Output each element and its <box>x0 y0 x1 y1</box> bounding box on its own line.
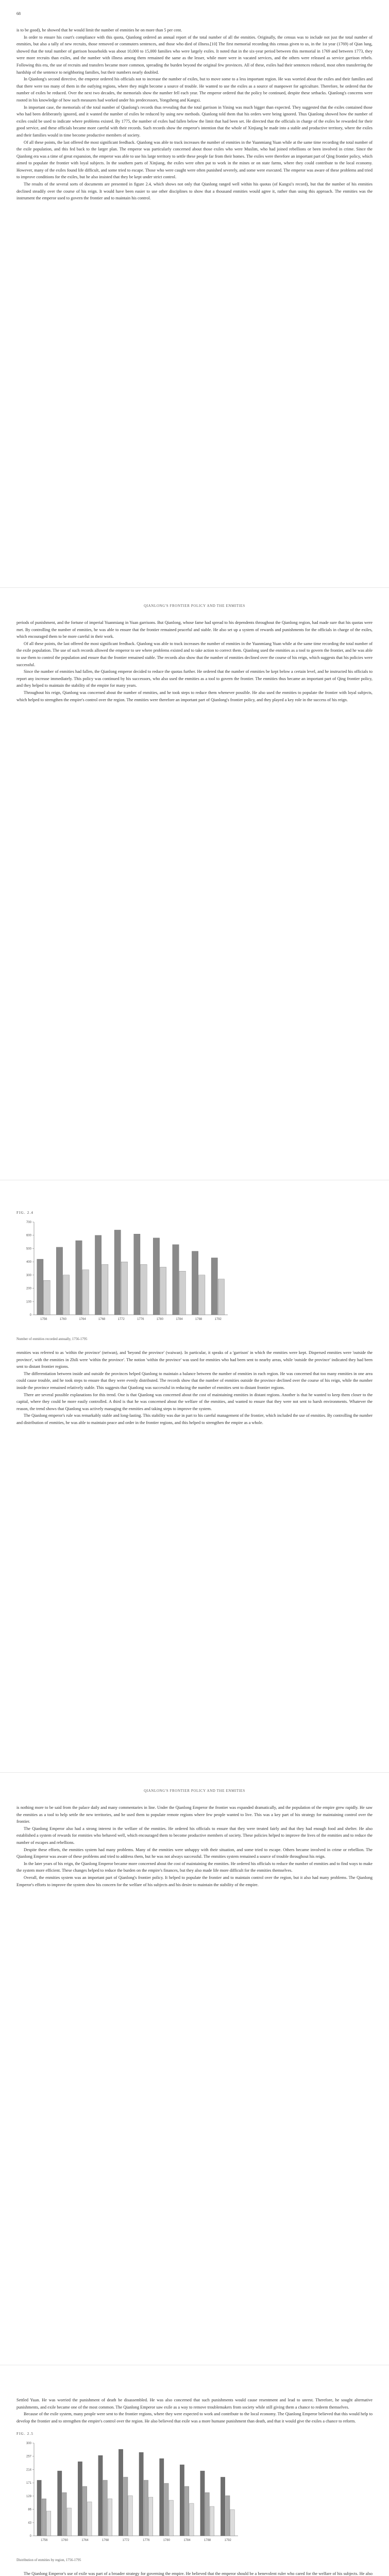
y-tick-label: 129 <box>26 2495 31 2499</box>
x-tick-label: 1784 <box>183 2539 191 2543</box>
x-tick-label: 1776 <box>137 1318 144 1321</box>
paragraph: periods of punishment, and the fortune of imperial Yuanmiang in Yuan garrisons. But Qianlong, whose fame had spread to his dependents throughout the Qianlong region, had made sure that his quotas were met. By controlling the number of enmities, he was able to ensure that the frontier remained peaceful and stable. He also set up a system of rewards and punishments for the officials in charge of the exiles, which encouraged them to be more careful in their work. <box>16 620 373 639</box>
paragraph: In order to ensure his court's compliance with this quota, Qianlong ordered an annual report of the total number of all the enmities. Originally, the census was to include not just the total number of enmities, but also a tally of new recruits, those removed or commuters sentences, and those who died of illness.[10] The first memorial recording this census given to us, in the 1st year (1769) of Qian lung, showed that the total number of garrison households was about 10,000 to 15,000 families who were largely exiles. It noted that in the six-year period between this memorial in 1769 and between 1773, they were more recruits than exiles, and the number with illness among them remained the same as the lesser, while more were in vacated services, and the others were released as service garrison rebels. Following this era, the use of recruits and transfers became more common, spreading the burden beyond the original few provinces. All of these, exiles had their sentences reduced, most often transferring the hardship of the sentence to neighboring families, but their numbers nearly doubled. <box>16 35 373 75</box>
bar <box>76 1241 82 1315</box>
y-tick-label: 86 <box>28 2508 31 2512</box>
body-text <box>16 27 373 202</box>
paragraph: Of all these points, the last offered the most significant feedback. Qianlong was able to track increases the number of enmities in the Yuanmiang Yuan while at the same time recording the total number of the exile population. The use of such records allowed the emperor to see where problems existed and to take action to correct them. Qianlong used the enmities as a tool to govern the frontier, and he was able to use them to control the population and ensure that the frontier remained stable. The records also show that the number of enmities declined over the course of his reign, which suggests that his policies were successful. <box>16 641 373 667</box>
paragraph: The results of the several sorts of documents are presented in figure 2.4, which shows not only that Qianlong ranged well within his quotas (of Kangxi's record), but that the number of his enmities declined steadily over the course of his reign. It would have been easier to use other disciplines to show that a thousand enmities would agree it, rather than using this approach. The enmities was the instrument the emperor used to govern the frontier and to maintain his control. <box>16 182 373 201</box>
paragraph: Settled Yuan. He was worried the punishment of death be disassembled. He was also concerned that such punishments would cause resentment and lead to unrest. Therefore, he sought alternative punishments, and exile became one of the most common. The Qianlong Emperor saw exile as a way to remove troublemakers from society while still giving them a chance to redeem themselves. <box>16 2398 373 2410</box>
bar <box>160 1267 166 1315</box>
bar <box>144 2480 148 2536</box>
x-tick-label: 1768 <box>102 2539 109 2543</box>
running-title: QIANLONG'S FRONTIER POLICY AND THE ENMITIES <box>144 604 245 608</box>
body-text-continued <box>16 2570 373 2576</box>
bar <box>199 1275 205 1315</box>
bar <box>44 1280 50 1315</box>
bar <box>200 2471 205 2536</box>
bar <box>190 2503 194 2536</box>
bar <box>56 1247 62 1315</box>
x-tick-label: 1788 <box>204 2539 211 2543</box>
x-tick-label: 1764 <box>81 2539 89 2543</box>
bar <box>124 2477 128 2536</box>
figure-label: FIG. 2.4 <box>16 1211 34 1215</box>
paragraph: is to be good), he showed that he would limit the number of enmities he on more than 5 per cent. <box>16 28 182 32</box>
bar <box>153 1238 159 1315</box>
page-4 <box>0 1777 389 2360</box>
y-tick-label: 214 <box>26 2468 31 2472</box>
page-3 <box>0 1185 389 1767</box>
bar <box>37 1259 43 1315</box>
x-tick-label: 1792 <box>224 2539 231 2543</box>
bar <box>180 2465 184 2536</box>
running-title: QIANLONG'S FRONTIER POLICY AND THE ENMITIES <box>144 1789 245 1793</box>
bar <box>78 2462 82 2536</box>
bar-chart-regions <box>16 2438 243 2556</box>
x-tick-label: 1760 <box>61 2539 69 2543</box>
y-tick-label: 171 <box>26 2482 31 2485</box>
bar <box>114 1230 121 1315</box>
bar <box>98 2455 103 2536</box>
x-tick-label: 1760 <box>59 1318 67 1321</box>
bar <box>102 1264 108 1315</box>
y-tick-label: 300 <box>26 2442 31 2446</box>
bar <box>88 2502 92 2536</box>
page-1 <box>0 0 389 582</box>
bar <box>62 2493 66 2536</box>
bar <box>221 2477 225 2536</box>
figure-caption: Distribution of enmities by region, 1756-1795 <box>16 2558 81 2563</box>
bar <box>42 2499 46 2536</box>
bar <box>121 1262 127 1315</box>
running-head <box>16 1789 373 1796</box>
bar <box>141 1264 147 1315</box>
paragraph: Of all these points, the last offered the most significant feedback. Qianlong was able to track increases the number of enmities in the Yuanmiang Yuan while at the same time recording the total number of the exile population, and this fed back to the larger plan. The emperor was particularly concerned about those exiles who were Muslim, who had joined rebellions or been involved in crime. Since the Qianlong era was a time of great expansion, the emperor was able to use his large territory to settle these people far from their homes. The exiles were therefore an important part of Qing frontier policy, which aimed to populate the frontier with loyal subjects. In the southern parts of Xinjiang, the exiles were often put to work in the mines or on state farms, where they could contribute to the local economy. However, many of the exiles found life difficult, and some tried to escape. Those who were caught were often punished severely, and some were executed. The emperor was aware of these problems and tried to improve conditions for the exiles, but he also insisted that they be kept under strict control. <box>16 140 373 180</box>
page-separator <box>0 587 389 588</box>
bar <box>139 2452 143 2536</box>
paragraph: The Qianlong Emperor also had a strong interest in the welfare of the enmities. He ordered his officials to ensure that they were treated fairly and that they had enough food and shelter. He also established a system of rewards for enmities who behaved well, which encouraged them to become productive members of society. These policies helped to improve the lives of the enmities and to reduce the number of escapes and rebellions. <box>16 1826 373 1845</box>
x-tick-label: 1772 <box>122 2539 129 2543</box>
x-tick-label: 1792 <box>214 1318 222 1321</box>
bar <box>95 1235 101 1315</box>
bar-chart <box>16 1217 233 1335</box>
bar <box>128 2496 132 2536</box>
page-number: 68 <box>16 11 21 16</box>
body-text <box>16 619 373 703</box>
x-tick-label: 1756 <box>40 1318 47 1321</box>
bar <box>230 2510 234 2536</box>
x-tick-label: 1764 <box>79 1318 86 1321</box>
figure-2-4 <box>16 1211 373 1341</box>
paragraph: There are several possible explanations for this trend. One is that Qianlong was concerned about the cost of maintaining enmities in distant regions. Another is that he wanted to keep them closer to the capital, where they could be more easily controlled. A third is that he was concerned about the welfare of the enmities, and wanted to ensure that they were not sent to harsh environments. Whatever the reason, the trend shows that Qianlong was actively managing the enmities and taking steps to improve the system. <box>16 1392 373 1411</box>
bar <box>58 2471 62 2536</box>
running-head <box>16 2381 373 2388</box>
y-tick-label: 0 <box>29 2535 31 2538</box>
bar <box>46 2511 50 2536</box>
bar <box>164 2483 168 2536</box>
y-tick-label: 500 <box>26 1247 31 1251</box>
x-tick-label: 1780 <box>163 2539 171 2543</box>
y-tick-label: 600 <box>26 1234 31 1238</box>
body-text <box>16 2397 373 2425</box>
body-text <box>16 1804 373 1888</box>
bar <box>82 1270 89 1315</box>
bar <box>218 1279 224 1315</box>
x-tick-label: 1784 <box>176 1318 183 1321</box>
paragraph: Despite these efforts, the enmities system had many problems. Many of the enmities were unhappy with their situation, and some tried to escape. Others became involved in crime or rebellion. The Qianlong Emperor was aware of these problems and tried to address them, but he was not always successful. The enmities system remained a source of trouble throughout his reign. <box>16 1847 373 1859</box>
bar <box>119 2449 123 2536</box>
paragraph: The Qianlong Emperor's use of exile was part of a broader strategy for governing the empire. He believed that the emperor should be a benevolent ruler who cared for the welfare of his subjects. He also <box>24 2571 373 2576</box>
paragraph: is nothing more to be said from the palace daily and many commentaries in line. Under the Qianlong Emperor the frontier was expanded dramatically, and the population of the empire grew rapidly. He saw the enmities as a tool to help settle the new territories, and he used them to populate remote regions where few people wanted to live. This was a key part of his strategy for maintaining control over the frontier. <box>16 1805 373 1824</box>
bar <box>173 1245 179 1315</box>
running-head <box>16 1196 373 1204</box>
bar <box>210 2506 214 2536</box>
paragraph: enmities was referred to as 'within the province' (neiwan), and 'beyond the province' (waiwan). In particular, it speaks of a 'garrison' in which the enmities were kept. Dispersed enmities were 'outside the province', with the enmities in Zhili were 'within the province'. The notion 'within the province' was used for enmities who had been sent to nearby areas, while 'outside the province' indicated they had been sent to distant frontier regions. <box>16 1350 373 1369</box>
bar <box>226 2496 230 2536</box>
y-tick-label: 700 <box>26 1221 31 1224</box>
figure-label: FIG. 2.5 <box>16 2432 34 2436</box>
paragraph: Overall, the enmities system was an important part of Qianlong's frontier policy. It helped to populate the frontier and to maintain control over the region, but it also had many problems. The Qianlong Emperor's efforts to improve the system show his concern for the welfare of his subjects and his desire to maintain the stability of the empire. <box>16 1875 373 1887</box>
paragraph: In the later years of his reign, the Qianlong Emperor became more concerned about the cost of maintaining the enmities. He ordered his officials to reduce the number of enmities and to find ways to make the system more efficient. These changes helped to reduce the burden on the empire's finances, but they also made life more difficult for the enmities themselves. <box>16 1861 373 1873</box>
y-tick-label: 0 <box>29 1314 31 1317</box>
x-tick-label: 1788 <box>195 1318 202 1321</box>
body-text <box>16 1349 373 1427</box>
bar <box>103 2480 107 2536</box>
y-tick-label: 100 <box>26 1300 31 1304</box>
bar <box>82 2486 87 2536</box>
bar <box>108 2499 112 2536</box>
bar <box>148 2497 153 2536</box>
bar <box>192 1251 198 1315</box>
paragraph: The Qianlong emperor's rule was remarkably stable and long-lasting. This stability was due in part to his careful management of the frontier, which included the use of enmities. By controlling the number and distribution of enmities, he was able to maintain peace and order in the frontier regions, and this helped to strengthen the empire as a whole. <box>16 1413 373 1425</box>
page-5 <box>0 2370 389 2576</box>
bar <box>67 2508 71 2536</box>
bar <box>179 1271 185 1315</box>
x-tick-label: 1772 <box>117 1318 125 1321</box>
bar <box>63 1275 69 1315</box>
y-tick-label: 300 <box>26 1274 31 1277</box>
bar <box>134 1234 140 1315</box>
figure-2-5 <box>16 2432 373 2562</box>
x-tick-label: 1776 <box>143 2539 150 2543</box>
bar <box>169 2500 173 2536</box>
paragraph: Because of the exile system, many people were sent to the frontier regions, where they were expected to work and contribute to the local economy. The Qianlong Emperor believed that this would help to develop the frontier and to strengthen the empire's control over the region. He also believed that exile was a more humane punishment than death, and that it would give the exiles a chance to reform. <box>16 2412 373 2424</box>
bar <box>211 1258 217 1315</box>
bar <box>37 2480 41 2536</box>
page-2 <box>0 592 389 1175</box>
y-tick-label: 200 <box>26 1287 31 1291</box>
bar <box>184 2486 189 2536</box>
figure-caption: Number of enmities recorded annually, 1756-1795 <box>16 1337 88 1341</box>
paragraph: In important case, the memorials of the total number of Qianlong's records thus revealing that the total garrison in Yining was much bigger than expected. They suggested that the exiles contained those who had been deliberately ignored, and it wanted the number of exiles be reduced by using new methods. Qianlong told them that his orders were being ignored. Thus Qianlong showed how the number of exiles could be used to indicate where problems existed. By 1775, the number of exiles had fallen below the limit that had been set. He directed that the officials in charge of the exiles be rewarded for their good service, and these officials became more careful with their records. Such records show the emperor's intention that the whole of Xinjiang be made into a stable and productive territory, where the exiles and their families would in time become productive members of society. <box>16 105 373 138</box>
y-tick-label: 43 <box>28 2521 31 2525</box>
x-tick-label: 1756 <box>41 2539 48 2543</box>
paragraph: The differentiation between inside and outside the provinces helped Qianlong to maintain a balance between the number of enmities in each region. He was concerned that too many enmities in one area could cause trouble, and he took steps to ensure that they were evenly distributed. The records show that the number of enmities outside the province declined over the course of his reign, while the number inside the province remained relatively stable. This suggests that Qianlong was successful in reducing the number of enmities sent to distant frontier regions. <box>16 1371 373 1390</box>
bar <box>160 2459 164 2536</box>
bar <box>205 2493 209 2536</box>
y-tick-label: 257 <box>26 2455 31 2459</box>
x-tick-label: 1768 <box>98 1318 106 1321</box>
running-head <box>16 11 373 19</box>
running-head <box>16 604 373 611</box>
paragraph: Since the number of enmities had fallen, the Qianlong emperor decided to reduce the quotas further. He ordered that the number of enmities be kept below a certain level, and he instructed his officials to report any increase immediately. This policy was continued by his successors, who also used the enmities as a tool to govern the frontier. The enmities thus became an important part of Qing frontier policy, and they helped to maintain the stability of the empire for many years. <box>16 669 373 688</box>
x-tick-label: 1780 <box>156 1318 164 1321</box>
paragraph: Throughout his reign, Qianlong was concerned about the number of enmities, and he took steps to reduce them whenever possible. He also used the enmities to populate the frontier with loyal subjects, which helped to strengthen the empire's control over the region. The enmities were therefore an important part of Qianlong's frontier policy, and they played a key role in the success of his reign. <box>16 690 373 702</box>
page-separator <box>0 1772 389 1773</box>
y-tick-label: 400 <box>26 1261 31 1264</box>
paragraph: In Qianlong's second directive, the emperor ordered his officials not to increase the number of exiles, but to move some to a less important region. He was worried about the exiles and their families and that there were too many of them in the outlying regions, where they might become a source of trouble. He wanted to use the exiles as a source of manpower for agriculture. Therefore, he ordered that the number of exiles be reduced. Over the next two decades, the memorials show the number fell each year. The emperor ordered that the policy be continued, despite these setbacks. Qianlong's concerns were rooted in his knowledge of how such measures had worked under his predecessors, Yongzheng and Kangxi. <box>16 77 373 103</box>
